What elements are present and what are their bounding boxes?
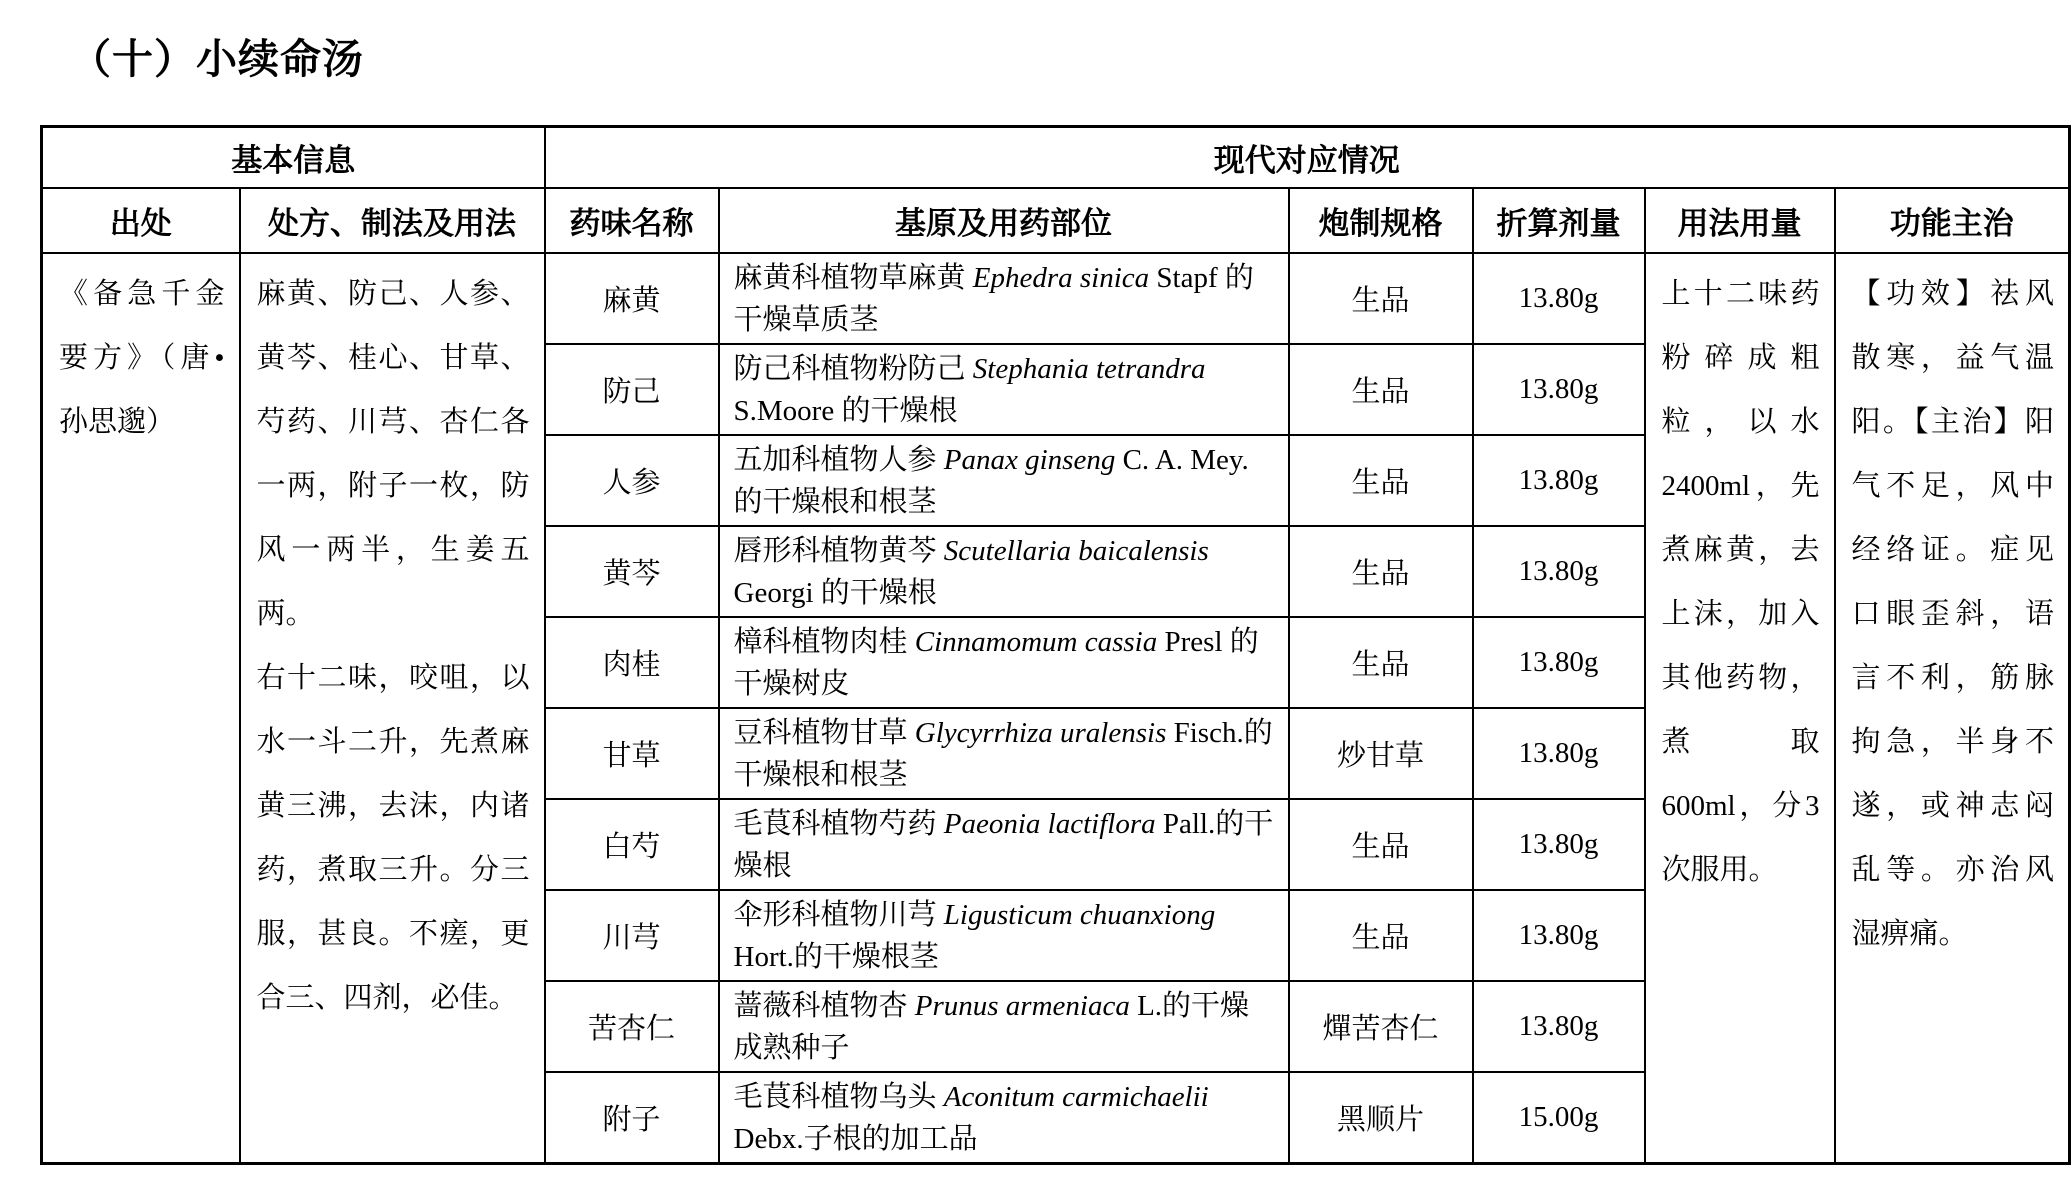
latin-binomial: Ligusticum chuanxiong — [943, 898, 1216, 931]
latin-binomial: Ephedra sinica — [972, 261, 1150, 294]
source-cell: 《备急千金要方》（唐•孙思邈） — [42, 253, 240, 1164]
origin-text: 樟科植物肉桂 — [733, 625, 915, 658]
converted-dose: 13.80g — [1473, 981, 1645, 1072]
drug-name: 附子 — [545, 1072, 719, 1163]
header-group-row — [42, 127, 2070, 189]
latin-binomial: Paeonia lactiflora — [943, 807, 1156, 840]
drug-origin — [719, 799, 1289, 890]
drug-origin — [719, 435, 1289, 526]
processing-spec: 黑顺片 — [1289, 1072, 1473, 1163]
latin-binomial: Prunus armeniaca — [914, 989, 1130, 1022]
converted-dose: 13.80g — [1473, 617, 1645, 708]
origin-text: Presl 的干燥树皮 — [733, 625, 1259, 700]
drug-origin — [719, 253, 1289, 344]
latin-binomial: Scutellaria baicalensis — [943, 534, 1209, 567]
page-title: （十）小续命汤 — [70, 36, 364, 82]
prescription-paragraph: 右十二味，咬咀，以水一斗二升，先煮麻黄三沸，去沫，内诸药，煮取三升。分三服，甚良。不瘥，更合三、四剂，必佳。 — [256, 662, 530, 1014]
drug-origin — [719, 526, 1289, 617]
origin-text: C. A. Mey.的干燥根和根茎 — [733, 443, 1249, 518]
formula-table — [40, 125, 2071, 1165]
processing-spec: 燀苦杏仁 — [1289, 981, 1473, 1072]
converted-dose: 13.80g — [1473, 799, 1645, 890]
processing-spec: 生品 — [1289, 890, 1473, 981]
origin-text: Fisch.的干燥根和根茎 — [733, 716, 1273, 791]
origin-text: Hort.的干燥根茎 — [733, 940, 939, 973]
converted-dose: 13.80g — [1473, 253, 1645, 344]
processing-spec: 生品 — [1289, 526, 1473, 617]
drug-origin — [719, 1072, 1289, 1163]
origin-text: 豆科植物甘草 — [733, 716, 915, 749]
origin-text: Georgi 的干燥根 — [733, 576, 937, 609]
processing-spec: 炒甘草 — [1289, 708, 1473, 799]
drug-origin — [719, 890, 1289, 981]
latin-binomial: Cinnamomum cassia — [914, 625, 1158, 658]
drug-origin — [719, 981, 1289, 1072]
drug-name: 白芍 — [545, 799, 719, 890]
converted-dose: 15.00g — [1473, 1072, 1645, 1163]
drug-origin — [719, 708, 1289, 799]
drug-name: 苦杏仁 — [545, 981, 719, 1072]
drug-name: 肉桂 — [545, 617, 719, 708]
usage-cell: 上十二味药粉碎成粗粒，以水2400ml，先煮麻黄，去上沫，加入其他药物，煮取600ml，分3次服用。 — [1645, 253, 1835, 1164]
drug-name: 麻黄 — [545, 253, 719, 344]
drug-name: 防己 — [545, 344, 719, 435]
latin-binomial: Panax ginseng — [943, 443, 1116, 476]
header-modern-info: 现代对应情况 — [545, 127, 2070, 189]
col-header-usage: 用法用量 — [1645, 188, 1835, 253]
drug-name: 人参 — [545, 435, 719, 526]
prescription-paragraph: 麻黄、防己、人参、黄芩、桂心、甘草、芍药、川芎、杏仁各一两，附子一枚，防风一两半，生姜五两。 — [256, 278, 530, 630]
origin-text: 唇形科植物黄芩 — [733, 534, 944, 567]
header-columns-row — [42, 188, 2070, 253]
drug-name: 川芎 — [545, 890, 719, 981]
col-header-function: 功能主治 — [1835, 188, 2070, 253]
prescription-cell — [240, 253, 545, 1164]
latin-binomial: Glycyrrhiza uralensis — [914, 716, 1167, 749]
drug-name: 黄芩 — [545, 526, 719, 617]
converted-dose: 13.80g — [1473, 708, 1645, 799]
converted-dose: 13.80g — [1473, 890, 1645, 981]
table-row — [42, 253, 2070, 344]
origin-text: Debx.子根的加工品 — [733, 1122, 978, 1155]
origin-text: 蔷薇科植物杏 — [733, 989, 915, 1022]
origin-text: L.的干燥成熟种子 — [733, 989, 1250, 1064]
origin-text: Stapf 的干燥草质茎 — [733, 261, 1254, 336]
drug-name: 甘草 — [545, 708, 719, 799]
function-cell: 【功效】祛风散寒，益气温阳。【主治】阳气不足，风中经络证。症见口眼歪斜，语言不利，筋脉拘急，半身不遂，或神志闷乱等。亦治风湿痹痛。 — [1835, 253, 2070, 1164]
processing-spec: 生品 — [1289, 344, 1473, 435]
processing-spec: 生品 — [1289, 617, 1473, 708]
processing-spec: 生品 — [1289, 799, 1473, 890]
col-header-drug-name: 药味名称 — [545, 188, 719, 253]
origin-text: Pall.的干燥根 — [733, 807, 1274, 882]
col-header-converted-dose: 折算剂量 — [1473, 188, 1645, 253]
latin-binomial: Aconitum carmichaelii — [943, 1080, 1209, 1113]
origin-text: 防己科植物粉防己 — [733, 352, 973, 385]
origin-text: S.Moore 的干燥根 — [733, 394, 958, 427]
drug-origin — [719, 344, 1289, 435]
origin-text: 毛茛科植物芍药 — [733, 807, 944, 840]
col-header-origin: 基原及用药部位 — [719, 188, 1289, 253]
col-header-source: 出处 — [42, 188, 240, 253]
col-header-prescription: 处方、制法及用法 — [240, 188, 545, 253]
origin-text: 麻黄科植物草麻黄 — [733, 261, 973, 294]
latin-binomial: Stephania tetrandra — [972, 352, 1206, 385]
origin-text: 五加科植物人参 — [733, 443, 944, 476]
col-header-processing-spec: 炮制规格 — [1289, 188, 1473, 253]
origin-text: 伞形科植物川芎 — [733, 898, 944, 931]
processing-spec: 生品 — [1289, 253, 1473, 344]
processing-spec: 生品 — [1289, 435, 1473, 526]
header-basic-info: 基本信息 — [42, 127, 545, 189]
origin-text: 毛茛科植物乌头 — [733, 1080, 944, 1113]
drug-origin — [719, 617, 1289, 708]
converted-dose: 13.80g — [1473, 526, 1645, 617]
converted-dose: 13.80g — [1473, 435, 1645, 526]
converted-dose: 13.80g — [1473, 344, 1645, 435]
